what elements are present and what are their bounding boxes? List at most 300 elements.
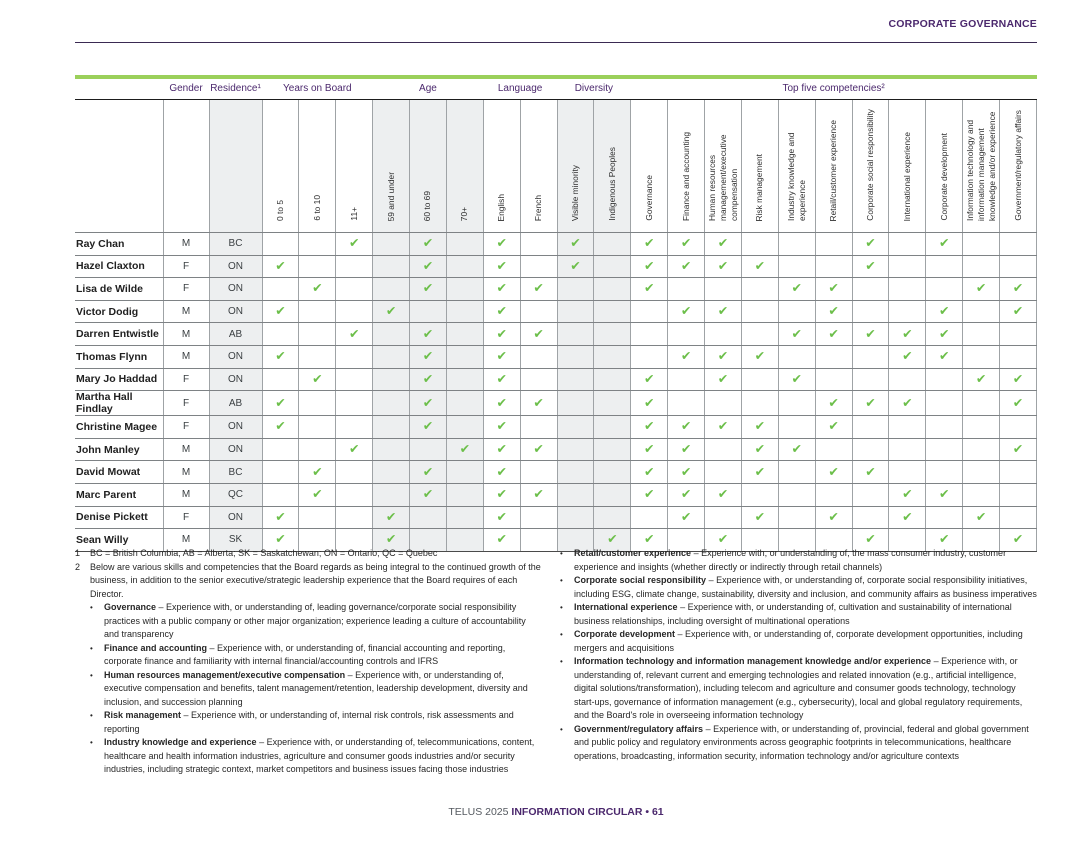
check-cell <box>373 345 410 368</box>
check-icon: ✔ <box>754 442 766 457</box>
check-icon: ✔ <box>422 395 434 410</box>
check-cell <box>483 391 520 416</box>
check-cell <box>741 391 778 416</box>
column-header-label: Corporate social responsibility <box>864 109 875 221</box>
check-cell <box>336 391 373 416</box>
column-header-gender-head <box>163 100 209 233</box>
footnote-definition: – Experience with, or understanding of, provincial, federal and global government and public policy and regulatory environments across geographic footprints in telecommunications, healthcare operations, broadcasting, information security, information technology and/or agriculture contexts <box>574 723 1029 761</box>
check-cell <box>705 506 742 529</box>
footnote-2 <box>75 561 543 777</box>
check-cell <box>299 255 336 278</box>
check-cell <box>262 345 299 368</box>
check-cell <box>299 483 336 506</box>
column-header-indigenous-peoples <box>594 100 631 233</box>
footnotes-left-column <box>75 547 543 777</box>
bullet-icon: • <box>560 603 563 612</box>
check-icon: ✔ <box>496 236 507 251</box>
check-cell <box>705 368 742 391</box>
check-cell <box>1000 278 1037 301</box>
check-cell <box>741 416 778 439</box>
group-header-row <box>75 77 1037 100</box>
check-cell <box>852 483 889 506</box>
check-cell <box>373 255 410 278</box>
check-cell <box>852 368 889 391</box>
residence-value: ON <box>209 438 262 461</box>
check-icon: ✔ <box>533 281 544 296</box>
check-icon: ✔ <box>680 258 692 273</box>
check-icon: ✔ <box>975 281 987 296</box>
footnote-bullet-text <box>574 574 1037 601</box>
check-cell <box>520 255 557 278</box>
footnote-term: Governance <box>104 602 157 612</box>
check-cell <box>1000 416 1037 439</box>
gender-value: F <box>163 278 209 301</box>
check-cell <box>557 300 594 323</box>
footnote-definition: – Experience with, or understanding of, leading governance/corporate social responsibility practices with a public company or other major organization; experience leading a culture of accountability and transparency <box>104 602 526 639</box>
check-cell <box>483 233 520 256</box>
check-cell <box>1000 438 1037 461</box>
check-cell <box>668 416 705 439</box>
group-label-gender: Gender <box>163 77 209 100</box>
check-cell <box>631 461 668 484</box>
footnote-term: Corporate development <box>574 629 676 639</box>
check-cell <box>963 345 1000 368</box>
check-cell <box>520 506 557 529</box>
check-cell <box>410 506 447 529</box>
footnote-text: BC = British Columbia; AB = Alberta; SK = Saskatchewan; ON = Ontario; QC = Quebec <box>90 548 438 558</box>
check-cell <box>410 345 447 368</box>
check-cell <box>557 483 594 506</box>
footnote-term: Finance and accounting <box>104 642 208 653</box>
check-cell <box>446 323 483 346</box>
residence-value: AB <box>209 323 262 346</box>
check-cell <box>336 345 373 368</box>
check-icon: ✔ <box>938 487 950 502</box>
check-cell <box>926 278 963 301</box>
footnote-definition: – Experience with, or understanding of, financial accounting and reporting, corporate finance and familiarity with internal financial/accounting controls and IFRS <box>104 642 506 666</box>
column-header-60-to-69 <box>410 100 447 233</box>
check-cell <box>741 300 778 323</box>
check-cell <box>520 368 557 391</box>
check-cell <box>852 233 889 256</box>
check-cell <box>963 233 1000 256</box>
check-icon: ✔ <box>643 442 655 457</box>
check-cell <box>668 391 705 416</box>
check-cell <box>668 255 705 278</box>
check-icon: ✔ <box>680 304 692 319</box>
check-icon: ✔ <box>828 281 839 296</box>
director-name: Christine Magee <box>75 416 163 439</box>
group-label-age: Age <box>373 77 484 100</box>
check-cell <box>705 391 742 416</box>
check-icon: ✔ <box>680 349 692 364</box>
check-cell <box>373 233 410 256</box>
page-header-label: CORPORATE GOVERNANCE <box>888 18 1037 30</box>
check-cell <box>446 255 483 278</box>
check-icon: ✔ <box>312 487 323 502</box>
table-row <box>75 506 1037 529</box>
check-cell <box>963 255 1000 278</box>
footnote-term: Information technology and information management knowledge and/or experience <box>574 656 932 666</box>
group-label-years-on-board: Years on Board <box>262 77 373 100</box>
check-icon: ✔ <box>828 464 839 479</box>
check-icon: ✔ <box>312 281 323 296</box>
check-cell <box>262 391 299 416</box>
check-cell <box>594 391 631 416</box>
check-icon: ✔ <box>828 326 839 341</box>
footnote-bullet <box>90 642 543 669</box>
gender-value: M <box>163 529 209 552</box>
director-name: John Manley <box>75 438 163 461</box>
check-icon: ✔ <box>828 419 839 434</box>
check-icon: ✔ <box>680 464 692 479</box>
check-cell <box>889 345 926 368</box>
check-cell <box>963 483 1000 506</box>
check-icon: ✔ <box>312 371 323 386</box>
footnote-bullet-text <box>574 655 1037 723</box>
check-cell <box>299 300 336 323</box>
check-cell <box>299 416 336 439</box>
footnote-bullet-text <box>104 642 543 669</box>
check-icon: ✔ <box>1012 442 1024 457</box>
column-header-label: 6 to 10 <box>311 195 322 221</box>
check-icon: ✔ <box>643 487 655 502</box>
check-cell <box>778 345 815 368</box>
check-cell <box>741 461 778 484</box>
gender-value: M <box>163 345 209 368</box>
column-header-international-experience <box>889 100 926 233</box>
check-icon: ✔ <box>938 349 950 364</box>
bullet-icon: • <box>560 549 563 558</box>
check-icon: ✔ <box>938 236 950 251</box>
check-cell <box>336 300 373 323</box>
check-cell <box>926 255 963 278</box>
column-header-label: Risk management <box>754 153 765 221</box>
check-icon: ✔ <box>422 349 434 364</box>
check-cell <box>815 255 852 278</box>
footnote-definition: – Experience with, or understanding of, internal risk controls, risk assessments and reporting <box>104 710 514 734</box>
footnotes-right-column <box>560 547 1037 777</box>
check-cell <box>299 368 336 391</box>
director-name: David Mowat <box>75 461 163 484</box>
check-cell <box>668 323 705 346</box>
check-cell <box>815 438 852 461</box>
check-cell <box>299 461 336 484</box>
check-cell <box>483 438 520 461</box>
check-cell <box>520 461 557 484</box>
footnote-definition: – Experience with, or understanding of, the mass consumer industry, customer experience and insights (whether directly or indirectly through retail channels) <box>574 548 1007 572</box>
check-cell <box>631 345 668 368</box>
column-header-label: French <box>533 194 544 221</box>
check-cell <box>299 391 336 416</box>
check-cell <box>520 233 557 256</box>
check-cell <box>557 461 594 484</box>
check-cell <box>668 368 705 391</box>
bullet-icon: • <box>90 711 93 720</box>
check-cell <box>1000 391 1037 416</box>
column-header-information-technology-and-information-management-knowledge-and-or-experience <box>963 100 1000 233</box>
check-icon: ✔ <box>348 442 360 457</box>
check-cell <box>594 416 631 439</box>
director-name: Darren Entwistle <box>75 323 163 346</box>
matrix-body <box>75 233 1037 552</box>
check-cell <box>299 438 336 461</box>
footnote-definition: – Experience with, or understanding of, corporate social responsibility initiatives, including ESG, climate change, sustainability, diversity and inclusion, and community affairs as business imperatives <box>574 575 1037 599</box>
check-cell <box>336 233 373 256</box>
column-header-label: Corporate development <box>938 133 949 221</box>
check-icon: ✔ <box>643 464 655 479</box>
check-icon: ✔ <box>902 395 913 410</box>
column-header-finance-and-accounting <box>668 100 705 233</box>
check-cell <box>963 506 1000 529</box>
check-icon: ✔ <box>791 281 802 296</box>
check-icon: ✔ <box>902 487 913 502</box>
bullet-icon: • <box>560 630 563 639</box>
check-icon: ✔ <box>643 532 655 547</box>
check-icon: ✔ <box>1012 371 1024 386</box>
check-icon: ✔ <box>496 464 507 479</box>
check-cell <box>446 506 483 529</box>
check-icon: ✔ <box>496 304 507 319</box>
check-cell <box>520 345 557 368</box>
check-icon: ✔ <box>643 395 655 410</box>
column-header-59-and-under <box>373 100 410 233</box>
check-cell <box>926 300 963 323</box>
footnotes <box>75 547 1037 777</box>
check-icon: ✔ <box>275 509 286 524</box>
check-cell <box>557 323 594 346</box>
residence-value: BC <box>209 461 262 484</box>
check-cell <box>705 345 742 368</box>
check-cell <box>410 300 447 323</box>
column-header-label: Information technology and information management knowledge and/or experience <box>964 111 997 221</box>
check-cell <box>631 255 668 278</box>
check-cell <box>815 233 852 256</box>
check-icon: ✔ <box>865 236 876 251</box>
check-cell <box>373 483 410 506</box>
check-cell <box>815 278 852 301</box>
check-cell <box>889 391 926 416</box>
check-cell <box>815 323 852 346</box>
check-cell <box>483 368 520 391</box>
bullet-icon: • <box>90 738 93 747</box>
table-row <box>75 416 1037 439</box>
residence-value: ON <box>209 300 262 323</box>
check-icon: ✔ <box>570 236 581 251</box>
check-cell <box>262 255 299 278</box>
check-cell <box>926 345 963 368</box>
check-cell <box>889 233 926 256</box>
group-label-residence: Residence¹ <box>209 77 262 100</box>
check-icon: ✔ <box>348 326 360 341</box>
check-cell <box>778 278 815 301</box>
check-icon: ✔ <box>643 419 655 434</box>
check-icon: ✔ <box>496 442 507 457</box>
bullet-icon: • <box>90 643 93 653</box>
check-cell <box>262 416 299 439</box>
director-name: Marc Parent <box>75 483 163 506</box>
check-cell <box>299 278 336 301</box>
check-icon: ✔ <box>496 532 507 547</box>
check-icon: ✔ <box>680 509 692 524</box>
board-skills-matrix <box>75 75 1037 552</box>
check-icon: ✔ <box>422 258 434 273</box>
check-cell <box>926 416 963 439</box>
footnote-definition: – Experience with, or understanding of, executive compensation and benefits, talent management/retention, leadership development, diversity and inclusion, and succession planning <box>104 669 528 707</box>
check-icon: ✔ <box>496 371 507 386</box>
check-cell <box>410 278 447 301</box>
check-cell <box>483 278 520 301</box>
footnote-term: Industry knowledge and experience <box>104 737 257 747</box>
column-header-retail-customer-experience <box>815 100 852 233</box>
check-cell <box>668 461 705 484</box>
page-header <box>75 14 1037 32</box>
check-cell <box>373 391 410 416</box>
table-row <box>75 345 1037 368</box>
check-cell <box>410 323 447 346</box>
check-cell <box>336 416 373 439</box>
check-icon: ✔ <box>275 532 286 547</box>
check-icon: ✔ <box>643 258 655 273</box>
check-cell <box>594 233 631 256</box>
board-matrix-table <box>75 75 1037 552</box>
director-name: Hazel Claxton <box>75 255 163 278</box>
check-cell <box>483 345 520 368</box>
check-cell <box>594 368 631 391</box>
gender-value: M <box>163 483 209 506</box>
check-cell <box>336 368 373 391</box>
check-icon: ✔ <box>496 395 507 410</box>
check-cell <box>446 391 483 416</box>
check-icon: ✔ <box>422 464 434 479</box>
column-header-corporate-social-responsibility <box>852 100 889 233</box>
group-label-top-five-competencies: Top five competencies² <box>631 77 1037 100</box>
table-row <box>75 255 1037 278</box>
check-cell <box>668 506 705 529</box>
check-cell <box>446 300 483 323</box>
check-cell <box>594 461 631 484</box>
column-header-label: 11+ <box>348 207 359 221</box>
check-cell <box>520 483 557 506</box>
footer-page-number: INFORMATION CIRCULAR • 61 <box>511 806 664 818</box>
check-icon: ✔ <box>348 236 360 251</box>
column-header-label: 59 and under <box>385 171 396 221</box>
director-name: Sean Willy <box>75 529 163 552</box>
check-icon: ✔ <box>754 419 766 434</box>
check-icon: ✔ <box>828 395 839 410</box>
column-header-label: Government/regulatory affairs <box>1012 110 1023 221</box>
check-cell <box>778 506 815 529</box>
gender-value: M <box>163 233 209 256</box>
check-cell <box>446 438 483 461</box>
check-cell <box>262 506 299 529</box>
check-cell <box>705 483 742 506</box>
footnote-bullet-text <box>574 628 1037 655</box>
bullet-icon: • <box>90 670 93 680</box>
bullet-icon: • <box>90 603 93 612</box>
check-cell <box>778 255 815 278</box>
check-cell <box>1000 323 1037 346</box>
column-header-label: 60 to 69 <box>422 190 433 221</box>
check-cell <box>446 461 483 484</box>
check-cell <box>557 391 594 416</box>
column-header-risk-management <box>741 100 778 233</box>
check-cell <box>594 278 631 301</box>
check-cell <box>668 300 705 323</box>
check-icon: ✔ <box>385 509 397 524</box>
gender-value: F <box>163 368 209 391</box>
check-cell <box>483 506 520 529</box>
check-cell <box>852 300 889 323</box>
check-icon: ✔ <box>607 532 618 547</box>
check-cell <box>594 323 631 346</box>
check-icon: ✔ <box>422 281 434 296</box>
check-cell <box>926 483 963 506</box>
check-cell <box>852 416 889 439</box>
check-icon: ✔ <box>570 258 581 273</box>
column-header-label: English <box>496 193 507 221</box>
check-cell <box>410 438 447 461</box>
column-header-label: Human resources management/executive compensation <box>706 134 739 221</box>
check-cell <box>557 368 594 391</box>
check-cell <box>520 438 557 461</box>
check-cell <box>1000 506 1037 529</box>
group-label-language: Language <box>483 77 557 100</box>
check-cell <box>336 483 373 506</box>
check-cell <box>778 233 815 256</box>
bullet-icon: • <box>560 576 563 585</box>
column-header-governance <box>631 100 668 233</box>
check-cell <box>631 278 668 301</box>
column-header-name-head <box>75 100 163 233</box>
check-icon: ✔ <box>496 509 507 524</box>
check-cell <box>668 345 705 368</box>
group-label-spacer <box>75 77 163 100</box>
check-icon: ✔ <box>865 464 876 479</box>
check-cell <box>705 461 742 484</box>
column-header-visible-minority <box>557 100 594 233</box>
check-cell <box>336 255 373 278</box>
check-cell <box>778 416 815 439</box>
footnote-bullet-text <box>104 709 543 736</box>
check-icon: ✔ <box>422 487 434 502</box>
column-header-residence-head <box>209 100 262 233</box>
check-cell <box>336 278 373 301</box>
gender-value: M <box>163 461 209 484</box>
check-cell <box>299 323 336 346</box>
check-icon: ✔ <box>275 419 286 434</box>
check-icon: ✔ <box>275 304 286 319</box>
check-cell <box>889 368 926 391</box>
check-icon: ✔ <box>717 419 729 434</box>
director-name: Martha Hall Findlay <box>75 391 163 416</box>
footnote-bullet <box>560 628 1037 655</box>
check-cell <box>705 233 742 256</box>
check-cell <box>557 278 594 301</box>
check-cell <box>963 368 1000 391</box>
check-cell <box>668 483 705 506</box>
footnote-bullet-text <box>104 736 543 777</box>
check-cell <box>631 483 668 506</box>
gender-value: M <box>163 323 209 346</box>
check-cell <box>852 461 889 484</box>
check-cell <box>483 300 520 323</box>
column-header-english <box>483 100 520 233</box>
check-cell <box>852 438 889 461</box>
check-icon: ✔ <box>459 442 471 457</box>
gender-value: M <box>163 438 209 461</box>
check-cell <box>889 300 926 323</box>
